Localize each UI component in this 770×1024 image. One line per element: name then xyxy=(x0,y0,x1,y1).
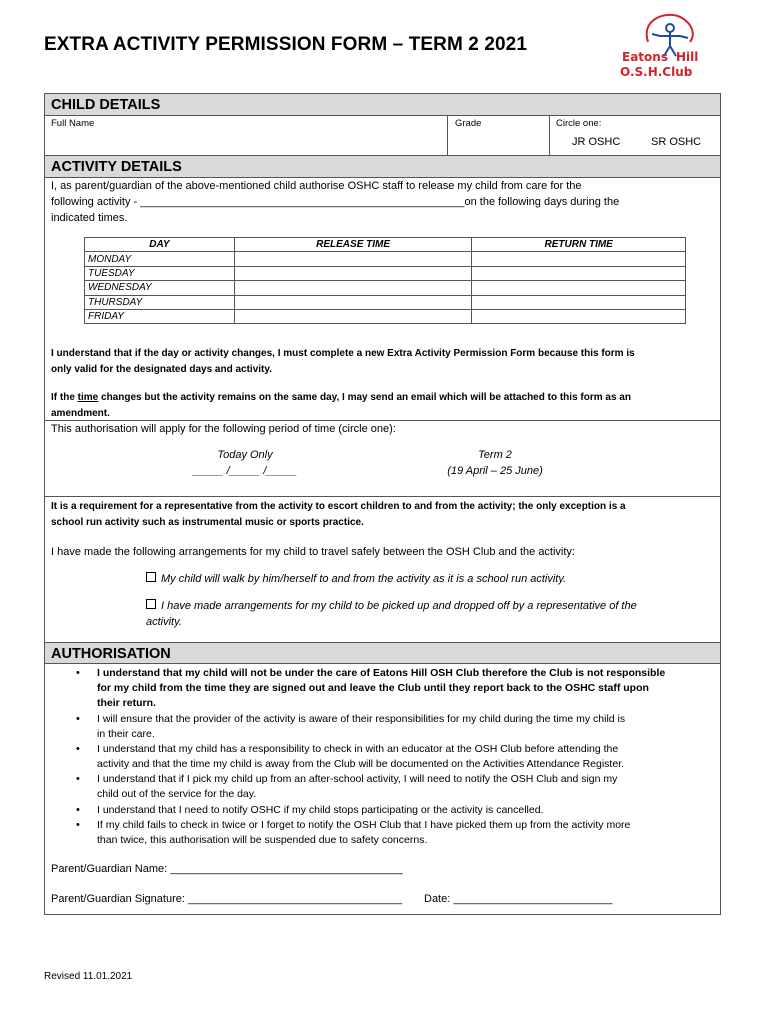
authorisation-statement: I understand that if I pick my child up from an after-school activity, I will need to notify the OSH Club and sign my child out of the service for the day. xyxy=(97,773,618,801)
grade-label: Grade xyxy=(455,118,482,129)
full-name-label: Full Name xyxy=(51,118,95,129)
authorisation-heading: AUTHORISATION xyxy=(45,643,720,664)
bullet-icon: • xyxy=(76,743,80,755)
days-times-table xyxy=(84,237,686,324)
authorisation-statement: I will ensure that the provider of the activity is aware of their responsibilities for my child during the time my child is in their care. xyxy=(97,712,626,740)
day-tuesday: TUESDAY xyxy=(85,266,235,280)
friday-release-time-field[interactable] xyxy=(234,309,472,323)
arrangements-text: I have made the following arrangements for my child to travel safely between the OSH Club and the activity: xyxy=(51,546,575,558)
pickup-checkbox[interactable] xyxy=(146,599,156,609)
thursday-return-time-field[interactable] xyxy=(472,295,686,309)
today-only-option[interactable]: Today Only _____ /_____ /_____ xyxy=(160,447,330,479)
day-wednesday: WEDNESDAY xyxy=(85,281,235,295)
thursday-release-time-field[interactable] xyxy=(234,295,472,309)
bullet-icon: • xyxy=(76,773,80,786)
wednesday-return-time-field[interactable] xyxy=(472,281,686,295)
activity-name-field[interactable]: following activity - _____________________________________________________on the following days during the xyxy=(51,196,620,208)
date-field[interactable]: Date: __________________________ xyxy=(424,893,613,905)
tuesday-return-time-field[interactable] xyxy=(472,266,686,280)
svg-text:O.S.H.Club: O.S.H.Club xyxy=(620,65,693,79)
page-title: EXTRA ACTIVITY PERMISSION FORM – TERM 2 2021 xyxy=(44,34,528,55)
revision-footer: Revised 11.01.2021 xyxy=(44,971,133,982)
bullet-icon: • xyxy=(76,803,80,816)
term-2-option[interactable]: Term 2 (19 April – 25 June) xyxy=(447,449,543,477)
bullet-icon: • xyxy=(76,712,80,725)
bullet-icon: • xyxy=(76,819,80,831)
grade-field[interactable] xyxy=(452,132,544,154)
eatons-hill-oshc-logo xyxy=(610,12,720,82)
day-thursday: THURSDAY xyxy=(85,295,235,309)
friday-return-time-field[interactable] xyxy=(472,309,686,323)
monday-release-time-field[interactable] xyxy=(234,252,472,266)
full-name-field[interactable] xyxy=(51,132,443,154)
return-time-column-header: RETURN TIME xyxy=(472,238,686,252)
svg-text:Hill: Hill xyxy=(676,50,699,64)
walk-option[interactable]: My child will walk by him/herself to and from the activity as it is a school run activity. xyxy=(146,571,706,587)
parent-signature-field[interactable]: Parent/Guardian Signature: ___________________________________ xyxy=(51,893,403,905)
svg-text:Eatons: Eatons xyxy=(622,50,668,64)
child-details-heading: CHILD DETAILS xyxy=(45,94,720,116)
authorisation-statement: I understand that my child has a responsibility to check in with an educator at the OSH Club before attending the activity and that the time my child is away from the Club will be documented on the Activities Attendance Register. xyxy=(97,743,625,770)
change-notice: I understand that if the day or activity changes, I must complete a new Extra Activity Permission Form because this form is only valid for the designated days and activity. xyxy=(51,348,635,375)
day-column-header: DAY xyxy=(85,238,235,252)
jr-oshc-option[interactable]: JR OSHC xyxy=(572,136,621,148)
time-change-notice: If the time changes but the activity remains on the same day, I may send an email which will be attached to this form as an amendment. xyxy=(51,392,631,419)
escort-requirement: It is a requirement for a representative from the activity to escort children to and from the activity; the only exception is a school run activity such as instrumental music or sports practice. xyxy=(51,501,626,528)
release-time-column-header: RELEASE TIME xyxy=(234,238,472,252)
activity-intro: I, as parent/guardian of the above-mentioned child authorise OSHC staff to release my child from care for the following activity - _____________________________________________________on the following days during the indicated times. xyxy=(51,178,719,226)
authorisation-statement: I understand that my child will not be under the care of Eatons Hill OSH Club therefore the Club is not responsible for my child from the time they are signed out and leave the Club until they report back to the OSHC staff upon their return. xyxy=(97,667,666,709)
bullet-icon: • xyxy=(76,667,80,679)
tuesday-release-time-field[interactable] xyxy=(234,266,472,280)
authorisation-statement: If my child fails to check in twice or I forget to notify the OSH Club that I have picked them up from the activity more than twice, this authorisation will be suspended due to safety concerns. xyxy=(97,819,631,846)
today-date-field[interactable]: _____ /_____ /_____ xyxy=(193,465,297,477)
monday-return-time-field[interactable] xyxy=(472,252,686,266)
day-friday: FRIDAY xyxy=(85,309,235,323)
walk-checkbox[interactable] xyxy=(146,572,156,582)
wednesday-release-time-field[interactable] xyxy=(234,281,472,295)
pickup-option[interactable]: I have made arrangements for my child to be picked up and dropped off by a representative of the activity. xyxy=(146,600,637,628)
sr-oshc-option[interactable]: SR OSHC xyxy=(651,136,702,148)
parent-name-field[interactable]: Parent/Guardian Name: ______________________________________ xyxy=(51,863,403,875)
circle-one-label: Circle one: xyxy=(556,118,602,129)
authorisation-statement: I understand that I need to notify OSHC if my child stops participating or the activity is cancelled. xyxy=(97,803,544,816)
day-monday: MONDAY xyxy=(85,252,235,266)
activity-details-heading: ACTIVITY DETAILS xyxy=(45,156,720,178)
period-text: This authorisation will apply for the following period of time (circle one): xyxy=(51,423,396,435)
